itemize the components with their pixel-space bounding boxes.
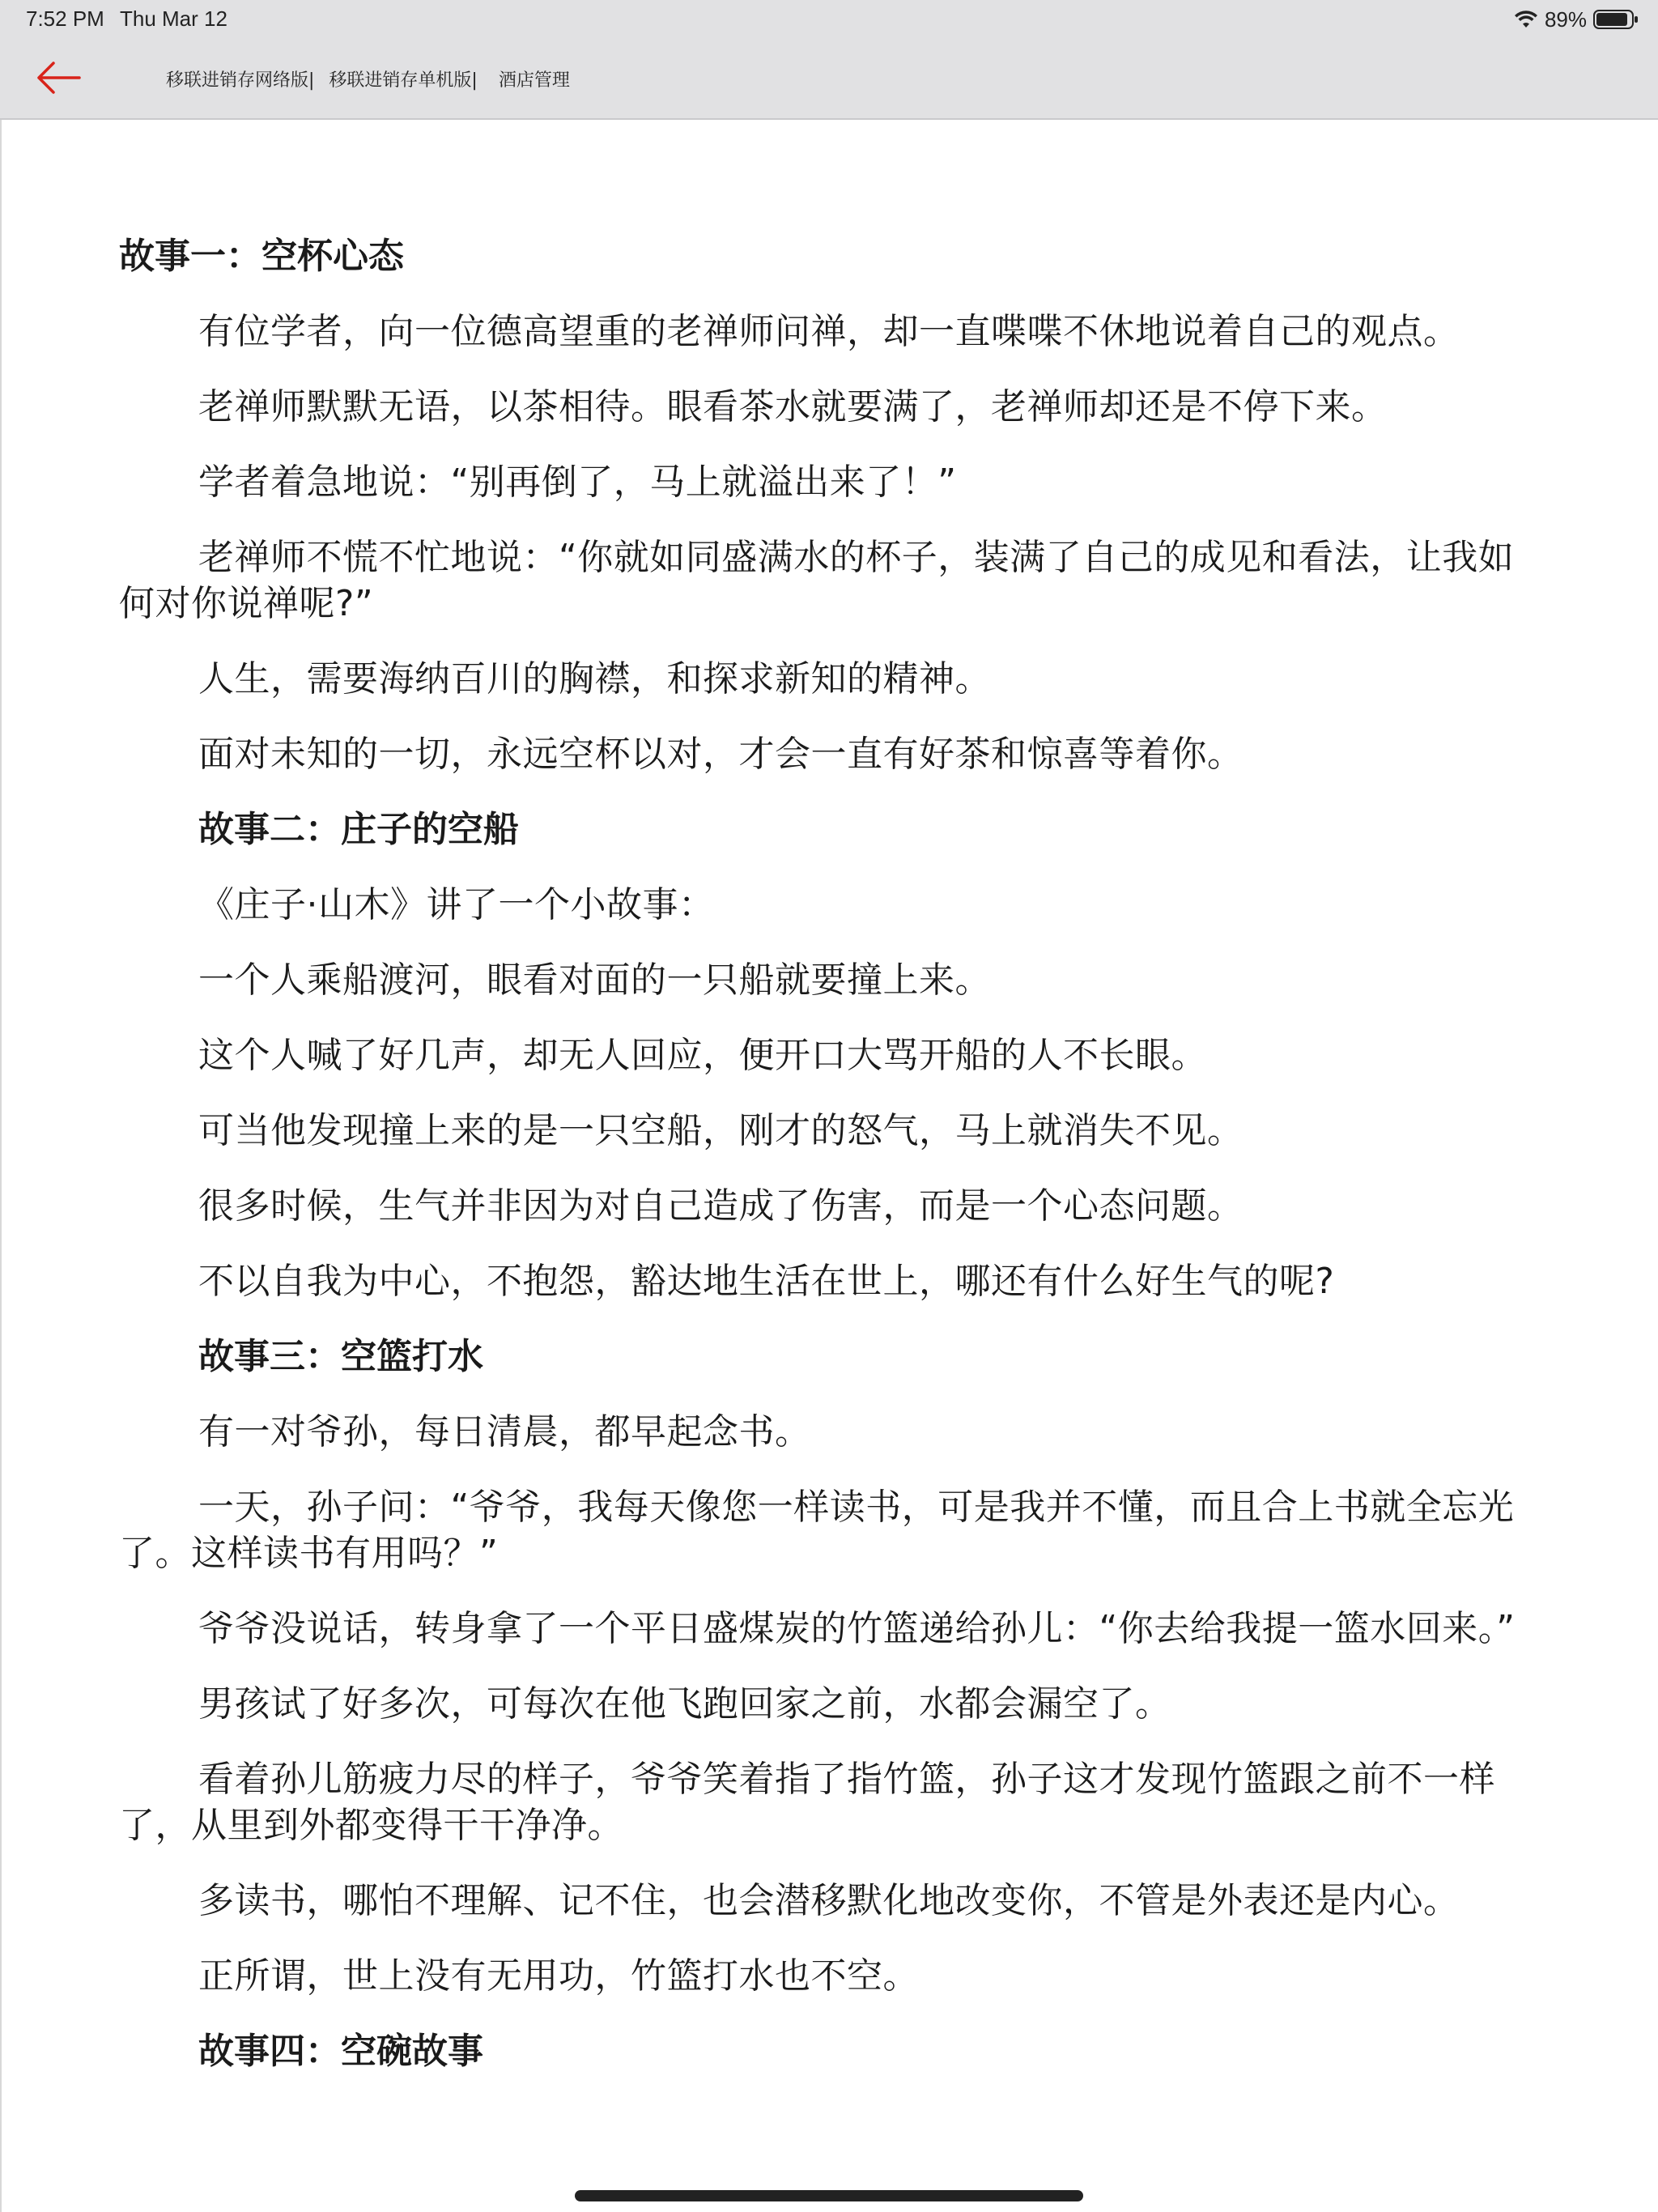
article-viewport[interactable] xyxy=(0,120,1658,2212)
status-time: 7:52 PM xyxy=(26,6,104,31)
top-bar xyxy=(0,0,1658,120)
article-paragraph: 这个人喊了好几声，却无人回应，便开口大骂开船的人不长眼。 xyxy=(198,1035,1207,1076)
article-paragraph: 一个人乘船渡河，眼看对面的一只船就要撞上来。 xyxy=(198,959,991,1001)
battery-percentage: 89% xyxy=(1544,6,1587,32)
article-paragraph: 爷爷没说话，转身拿了一个平日盛煤炭的竹篮递给孙儿：“你去给我提一篮水回来。” xyxy=(198,1608,1516,1649)
article-paragraph: 不以自我为中心，不抱怨，豁达地生活在世上，哪还有什么好生气的呢? xyxy=(198,1261,1335,1302)
arrow-left-icon xyxy=(34,59,83,100)
app-links xyxy=(166,66,570,91)
article-paragraph: 男孩试了好多次，可每次在他飞跑回家之前，水都会漏空了。 xyxy=(198,1683,1171,1725)
article-paragraph: 有一对爷孙，每日清晨，都早起念书。 xyxy=(198,1411,811,1453)
article-paragraph: 正所谓，世上没有无用功，竹篮打水也不空。 xyxy=(198,1955,919,1997)
article-paragraph: 《庄子·山木》讲了一个小故事： xyxy=(198,884,715,925)
back-button[interactable] xyxy=(32,57,84,102)
section-heading: 故事三：空篮打水 xyxy=(198,1336,483,1377)
article-paragraph: 很多时候，生气并非因为对自己造成了伤害，而是一个心态问题。 xyxy=(198,1185,1244,1227)
article-paragraph: 可当他发现撞上来的是一只空船，刚才的怒气，马上就消失不见。 xyxy=(198,1110,1244,1151)
link-network-inventory[interactable]: 移联进销存网络版| xyxy=(166,70,315,91)
article-paragraph: 多读书，哪怕不理解、记不住，也会潜移默化地改变你，不管是外表还是内心。 xyxy=(198,1880,1460,1921)
article-paragraph: 面对未知的一切，永远空杯以对，才会一直有好茶和惊喜等着你。 xyxy=(198,734,1244,775)
article-paragraph: 有位学者，向一位德高望重的老禅师问禅，却一直喋喋不休地说着自己的观点。 xyxy=(198,311,1460,352)
section-heading: 故事四：空碗故事 xyxy=(198,2031,483,2072)
article-paragraph: 老禅师默默无语，以茶相待。眼看茶水就要满了，老禅师却还是不停下来。 xyxy=(198,386,1388,428)
article-paragraph: 人生，需要海纳百川的胸襟，和探求新知的精神。 xyxy=(198,658,991,700)
article-paragraph: 一天，孙子问：“爷爷，我每天像您一样读书，可是我并不懂，而且合上书就全忘光了。这样读书有用吗？” xyxy=(119,1487,1515,1574)
link-standalone-inventory[interactable]: 移联进销存单机版| xyxy=(329,70,478,91)
battery-icon xyxy=(1593,9,1639,30)
home-indicator[interactable] xyxy=(575,2190,1083,2201)
link-hotel-management[interactable]: 酒店管理 xyxy=(498,70,570,91)
article-paragraph: 看着孙儿筋疲力尽的样子，爷爷笑着指了指竹篮，孙子这才发现竹篮跟之前不一样了，从里到外都变得干干净净。 xyxy=(119,1759,1495,1846)
article-paragraph: 学者着急地说：“别再倒了，马上就溢出来了！” xyxy=(198,462,957,503)
wifi-icon xyxy=(1514,10,1538,29)
status-date: Thu Mar 12 xyxy=(120,6,227,31)
status-indicators xyxy=(1514,5,1639,34)
article-paragraph: 老禅师不慌不忙地说：“你就如同盛满水的杯子，装满了自己的成见和看法，让我如何对你说禅呢?” xyxy=(119,537,1515,624)
section-heading: 故事二：庄子的空船 xyxy=(198,809,519,850)
article-body xyxy=(119,233,1544,2104)
section-heading: 故事一：空杯心态 xyxy=(119,236,404,277)
